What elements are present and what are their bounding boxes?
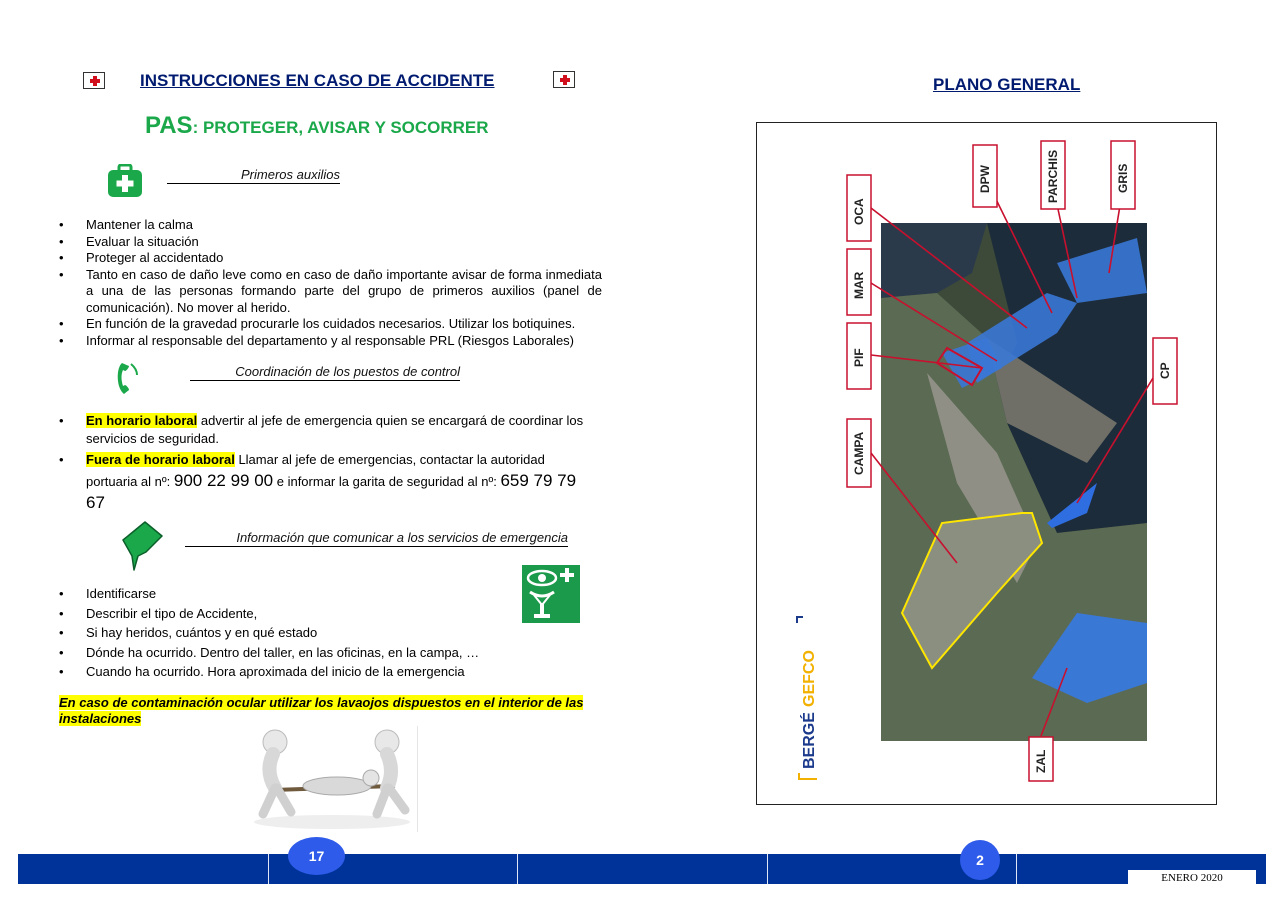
list-item: • Si hay heridos, cuántos y en qué estado	[59, 623, 519, 643]
pas-abbr: PAS	[145, 112, 193, 139]
stretcher-illustration	[245, 726, 418, 832]
list-item: • Evaluar la situación	[59, 234, 602, 251]
list-item: • Describir el tipo de Accidente,	[59, 604, 519, 624]
footer-bar	[18, 854, 1266, 884]
eye-contamination-note: En caso de contaminación ocular utilizar los lavaojos dispuestos en el interior de las instalaciones	[59, 695, 584, 726]
security-phone: 659 79 79 67	[86, 471, 577, 512]
list-item: • Cuando ha ocurrido. Hora aproximada del inicio de la emergencia	[59, 662, 519, 682]
info-list	[59, 584, 519, 682]
section-heading-first-aid: Primeros auxilios	[167, 167, 340, 184]
first-aid-list	[59, 217, 602, 349]
section-heading-coordination: Coordinación de los puestos de control	[190, 364, 460, 381]
page-number-badge: 17	[288, 837, 345, 875]
red-cross-icon	[553, 71, 575, 88]
pas-rest: : PROTEGER, AVISAR Y SOCORRER	[192, 118, 489, 137]
map-label-parchis: PARCHIS	[1046, 149, 1060, 203]
list-item: • Informar al responsable del departamento y al responsable PRL (Riesgos Laborales)	[59, 333, 602, 350]
map-label-zal: ZAL	[1034, 749, 1048, 773]
highlight-working-hours: En horario laboral	[86, 413, 198, 428]
list-item: • Proteger al accidentado	[59, 250, 602, 267]
list-item: • Dónde ha ocurrido. Dentro del taller, en las oficinas, en la campa, …	[59, 643, 519, 663]
phone-icon	[113, 360, 143, 396]
svg-text:BERGÉ: BERGÉ	[801, 712, 818, 769]
list-item: • Identificarse	[59, 584, 519, 604]
red-cross-icon	[83, 72, 105, 89]
map-label-oca: OCA	[852, 198, 866, 225]
list-item: • Tanto en caso de daño leve como en caso de daño importante avisar de forma inmediata a una de las personas formando parte del grupo de primeros auxilios (panel de comunicación). No mover al herido.	[59, 267, 602, 317]
berge-gefco-logo	[797, 617, 818, 779]
map-label-campa: CAMPA	[852, 431, 866, 475]
document-date: ENERO 2020	[1128, 870, 1256, 886]
map-label-gris: GRIS	[1116, 163, 1130, 193]
highlight-after-hours: Fuera de horario laboral	[86, 452, 235, 467]
page-title: INSTRUCCIONES EN CASO DE ACCIDENTE	[140, 71, 495, 90]
map-label-cp: CP	[1158, 362, 1172, 379]
section-heading-info: Información que comunicar a los servicios de emergencia	[185, 530, 568, 547]
first-aid-kit-icon	[107, 164, 143, 198]
list-item: • Mantener la calma	[59, 217, 602, 234]
list-item: • Fuera de horario laboral Llamar al jefe de emergencias, contactar la autoridad portuaria al nº: 900 22 99 00 e informar la garita de seguridad al nº: 659 79 79 67	[59, 449, 594, 514]
port-authority-phone: 900 22 99 00	[173, 471, 274, 490]
map-label-pif: PIF	[852, 348, 866, 367]
speech-bubble-icon	[120, 520, 166, 572]
pas-subtitle	[145, 112, 489, 140]
map-label-mar: MAR	[852, 271, 866, 299]
page-number-badge: 2	[960, 840, 1000, 880]
map-label-dpw: DPW	[978, 165, 992, 193]
coordination-list	[59, 412, 594, 514]
svg-text:GEFCO: GEFCO	[801, 650, 818, 707]
eyewash-station-icon	[522, 565, 580, 623]
list-item: • En función de la gravedad procurarle los cuidados necesarios. Utilizar los botiquines.	[59, 316, 602, 333]
site-map	[756, 122, 1217, 805]
list-item: • En horario laboral advertir al jefe de emergencia quien se encargará de coordinar los servicios de seguridad.	[59, 412, 594, 448]
map-page-title: PLANO GENERAL	[933, 75, 1081, 94]
